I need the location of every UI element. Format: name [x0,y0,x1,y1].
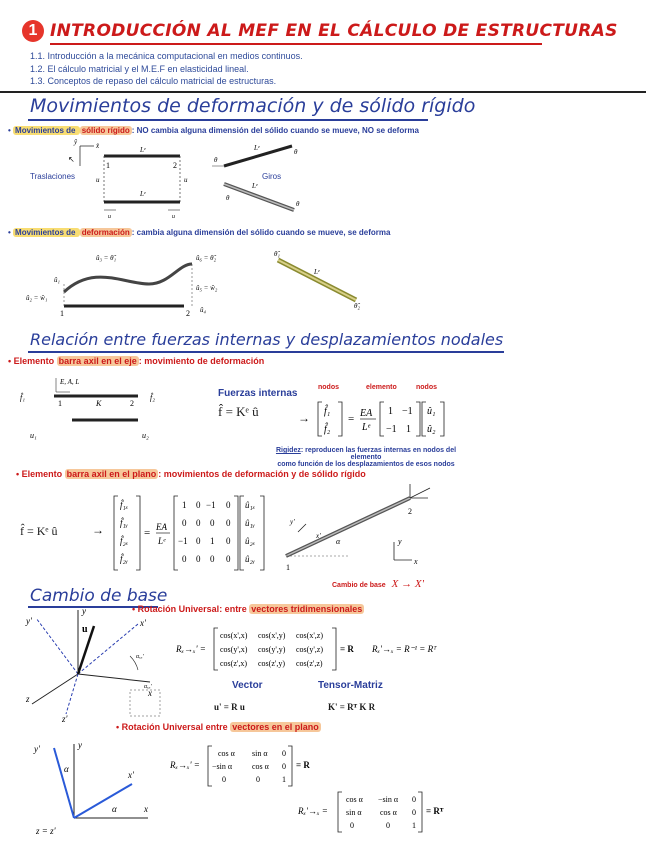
svg-text:0: 0 [196,554,201,564]
svg-text:z = z': z = z' [36,826,56,836]
subitem: 1.1. Introducción a la mecánica computacional en medios continuos. [30,51,303,61]
svg-text:f̂₁: f̂₁ [20,393,26,402]
svg-text:y': y' [26,616,32,626]
svg-text:1: 1 [412,821,416,830]
svg-text:0: 0 [350,821,354,830]
plane-stiffness-equation: f̂ = Kᵉ û [20,524,58,538]
svg-text:0: 0 [226,536,231,546]
chapter-title: INTRODUCCIÓN AL MEF EN EL CÁLCULO DE ESTRUCTURAS [50,21,618,41]
svg-text:f̂₁: f̂₁ [324,406,331,417]
svg-text:û₂ = ŵ₁: û₂ = ŵ₁ [26,294,48,302]
svg-text:û₁ᵧ: û₁ᵧ [245,518,255,528]
svg-text:0: 0 [196,518,201,528]
svg-text:f̂₂: f̂₂ [324,424,331,435]
svg-text:cos(x',x): cos(x',x) [220,631,248,640]
svg-text:x': x' [316,532,321,540]
svg-text:θ: θ [294,148,298,156]
section-underline [28,119,428,121]
svg-text:f̂₂ₓ: f̂₂ₓ [120,536,129,546]
svg-text:u: u [184,176,188,184]
svg-text:x: x [144,804,148,814]
svg-text:z': z' [62,714,68,724]
svg-text:û₁ₓ: û₁ₓ [245,500,256,510]
svg-text:0: 0 [210,554,215,564]
svg-text:0: 0 [196,500,201,510]
deformed-bar-diagram [270,250,370,310]
svg-text:2: 2 [130,399,134,408]
svg-text:y': y' [34,744,40,754]
svg-text:0: 0 [282,749,286,758]
svg-text:−1: −1 [178,536,188,546]
svg-text:cos α: cos α [346,795,363,804]
label-tensor-matriz: Tensor-Matriz [318,680,383,691]
svg-text:û₅ = ŵ₂: û₅ = ŵ₂ [196,284,218,292]
svg-text:u₂: u₂ [142,431,149,440]
svg-text:Rₓ'→ₓ =: Rₓ'→ₓ = [298,806,328,816]
svg-text:Lᵉ: Lᵉ [314,268,320,276]
svg-text:1: 1 [58,399,62,408]
svg-text:1: 1 [282,775,286,784]
svg-text:u: u [96,176,100,184]
svg-text:0: 0 [282,762,286,771]
axial-stiffness-equation: f̂ = Kᵉ û [218,404,259,419]
bullet-rotacion-2d: • Rotación Universal entre vectores en el plano [116,722,319,732]
svg-text:1: 1 [388,406,393,417]
svg-text:αₓₓ': αₓₓ' [136,654,144,660]
svg-text:0: 0 [182,554,187,564]
bullet-barra-plano: • Elemento barra axil en el plano : movimientos de deformación y de sólido rígido [16,469,366,479]
subitem: 1.2. El cálculo matricial y el M.E.F en elasticidad lineal. [30,63,249,74]
label-elemento: elemento [366,384,397,391]
svg-text:1: 1 [60,309,64,318]
deformation-diagram [24,244,254,322]
svg-text:f̂₁ᵧ: f̂₁ᵧ [120,518,128,528]
label-traslaciones: Traslaciones [30,172,76,181]
translation-diagram [60,138,230,220]
svg-text:x: x [414,557,418,566]
label-fuerzas-internas: Fuerzas internas [218,388,298,399]
chapter-number-badge: 1 [22,20,44,42]
svg-text:0: 0 [226,500,231,510]
svg-text:αₓₓ': αₓₓ' [144,684,152,690]
svg-text:2: 2 [173,161,177,170]
header-divider [0,91,646,93]
label-nodos-2: nodos [416,384,437,391]
svg-text:Rₓ→ₓ' =: Rₓ→ₓ' = [176,644,206,654]
axial-matrix-block [298,396,448,442]
svg-text:û₄: û₄ [200,306,206,314]
svg-text:cos(z',x): cos(z',x) [220,659,247,668]
svg-text:cos(y',z): cos(y',z) [296,645,323,654]
svg-text:û₆ = θ̂₂: û₆ = θ̂₂ [196,254,217,262]
svg-text:Lᵉ: Lᵉ [254,144,260,152]
svg-text:1: 1 [286,563,290,572]
label-nodos-1: nodos [318,384,339,391]
svg-text:= Rᵀ: = Rᵀ [426,806,444,816]
svg-text:û₁: û₁ [427,406,436,417]
svg-text:ŷ: ŷ [74,138,78,146]
svg-text:α: α [336,537,341,546]
svg-text:−sin α: −sin α [378,795,399,804]
svg-text:cos(x',y): cos(x',y) [258,631,286,640]
svg-text:θ̂₂: θ̂₂ [354,302,360,310]
svg-text:sin α: sin α [252,749,268,758]
svg-text:x: x [148,688,152,698]
svg-text:0: 0 [182,518,187,528]
svg-text:cos(x',z): cos(x',z) [296,631,323,640]
svg-text:Rₓ'→ₓ = R⁻¹ = Rᵀ: Rₓ'→ₓ = R⁻¹ = Rᵀ [372,644,437,654]
rotation-2d-inverse-matrix [298,790,468,834]
svg-text:↖: ↖ [68,155,75,164]
svg-text:f̂₂: f̂₂ [150,393,156,402]
section-title-movimientos: Movimientos de deformación y de sólido rígido [30,95,476,117]
axial-bar-diagram [18,372,178,442]
svg-text:1: 1 [210,536,215,546]
section-title-cambio-base: Cambio de base [30,586,168,606]
svg-text:θ: θ [214,156,218,164]
svg-text:α: α [64,764,69,774]
rotation-2d-matrix [170,744,330,788]
svg-text:u: u [108,214,111,220]
svg-text:−1: −1 [386,424,397,435]
svg-text:0: 0 [412,808,416,817]
svg-text:= R: = R [296,760,310,770]
svg-text:0: 0 [386,821,390,830]
svg-text:0: 0 [412,795,416,804]
svg-text:E, A, L: E, A, L [60,378,80,386]
section-underline [28,351,504,353]
svg-text:cos(y',y): cos(y',y) [258,645,286,654]
svg-text:sin α: sin α [346,808,362,817]
rotation-3d-matrix [176,624,466,674]
svg-text:cos(z',y): cos(z',y) [258,659,285,668]
header [22,18,632,46]
svg-text:2: 2 [186,309,190,318]
svg-text:x̂: x̂ [96,142,100,150]
svg-text:û₁: û₁ [54,276,60,284]
svg-text:Lᵉ: Lᵉ [140,146,146,154]
label-vector: Vector [232,680,263,691]
svg-text:0: 0 [210,518,215,528]
svg-text:x': x' [140,618,146,628]
svg-text:y: y [78,740,82,750]
svg-text:y: y [398,537,402,546]
svg-text:EA: EA [360,408,373,419]
svg-text:−1: −1 [402,406,413,417]
label-giros: Giros [262,172,282,181]
svg-text:û₂ᵧ: û₂ᵧ [245,554,255,564]
cambio-base-label: Cambio de base X → X' [332,578,424,590]
svg-text:cos α: cos α [380,808,397,817]
svg-text:u: u [82,624,88,635]
svg-text:z: z [26,694,30,704]
svg-text:cos α: cos α [252,762,269,771]
svg-text:u: u [172,214,175,220]
svg-text:Rₓ→ₓ' =: Rₓ→ₓ' = [170,760,200,770]
subitems-list [30,50,303,88]
svg-text:EA: EA [156,522,167,532]
svg-text:y': y' [290,518,295,526]
svg-text:Lᵉ: Lᵉ [140,190,146,198]
svg-text:û₂ₓ: û₂ₓ [245,536,256,546]
svg-text:−sin α: −sin α [212,762,233,771]
svg-text:f̂₂ᵧ: f̂₂ᵧ [120,554,128,564]
svg-text:0: 0 [222,775,226,784]
svg-text:= R: = R [340,644,354,654]
svg-text:û₂: û₂ [427,424,436,435]
rigidez-note: Rigidez: reproducen las fuerzas internas en nodos del elemento como función de los desplazamientos de esos nodos [275,447,457,468]
svg-text:u₁: u₁ [30,431,37,440]
plane-bar-diagram [270,484,440,576]
svg-text:û₃ = θ̂₁: û₃ = θ̂₁ [96,254,117,262]
svg-text:=: = [144,527,151,539]
section-title-relacion: Relación entre fuerzas internas y desplazamientos nodales [30,330,504,349]
rotation-3d-diagram [18,604,168,724]
subitem: 1.3. Conceptos de repaso del cálculo matricial de estructuras. [30,76,277,86]
svg-text:→: → [92,523,104,537]
svg-text:=: = [348,413,355,425]
svg-text:−1: −1 [206,500,216,510]
svg-text:1: 1 [106,161,110,170]
svg-text:Lᵉ: Lᵉ [158,536,166,546]
svg-text:θ̂₁: θ̂₁ [274,250,280,258]
svg-text:θ: θ [226,194,230,202]
svg-text:0: 0 [226,554,231,564]
bullet-deformacion: • Movimientos de deformación : cambia alguna dimensión del sólido cuando se mueve, se deforma [8,228,391,237]
svg-text:0: 0 [196,536,201,546]
svg-text:x': x' [128,770,134,780]
svg-text:y: y [82,606,86,616]
svg-text:K: K [96,399,102,408]
bullet-barra-eje: • Elemento barra axil en el eje : movimiento de deformación [8,356,265,366]
bullet-rotacion-3d: • Rotación Universal: entre vectores tridimensionales [132,604,363,614]
bullet-solido-rigido: • Movimientos de sólido rígido : NO cambia alguna dimensión del sólido cuando se mueve, NO se deforma [8,126,419,135]
svg-text:cos α: cos α [218,749,235,758]
tensor-transform-eq: K' = Rᵀ K R [328,702,376,712]
rotation-2d-diagram [20,738,160,838]
svg-text:θ: θ [296,200,300,208]
svg-text:cos(y',x): cos(y',x) [220,645,248,654]
svg-text:2: 2 [408,507,412,516]
svg-text:Lᵉ: Lᵉ [362,422,371,433]
svg-text:0: 0 [256,775,260,784]
svg-text:Lᵉ: Lᵉ [252,182,258,190]
svg-text:f̂₁ₓ: f̂₁ₓ [120,500,129,510]
svg-text:α: α [112,804,117,814]
vector-transform-eq: u' = R u [214,702,245,712]
svg-text:→: → [298,411,310,425]
svg-text:cos(z',z): cos(z',z) [296,659,323,668]
svg-text:1: 1 [406,424,411,435]
svg-text:1: 1 [182,500,187,510]
svg-text:0: 0 [226,518,231,528]
title-underline [50,43,542,45]
